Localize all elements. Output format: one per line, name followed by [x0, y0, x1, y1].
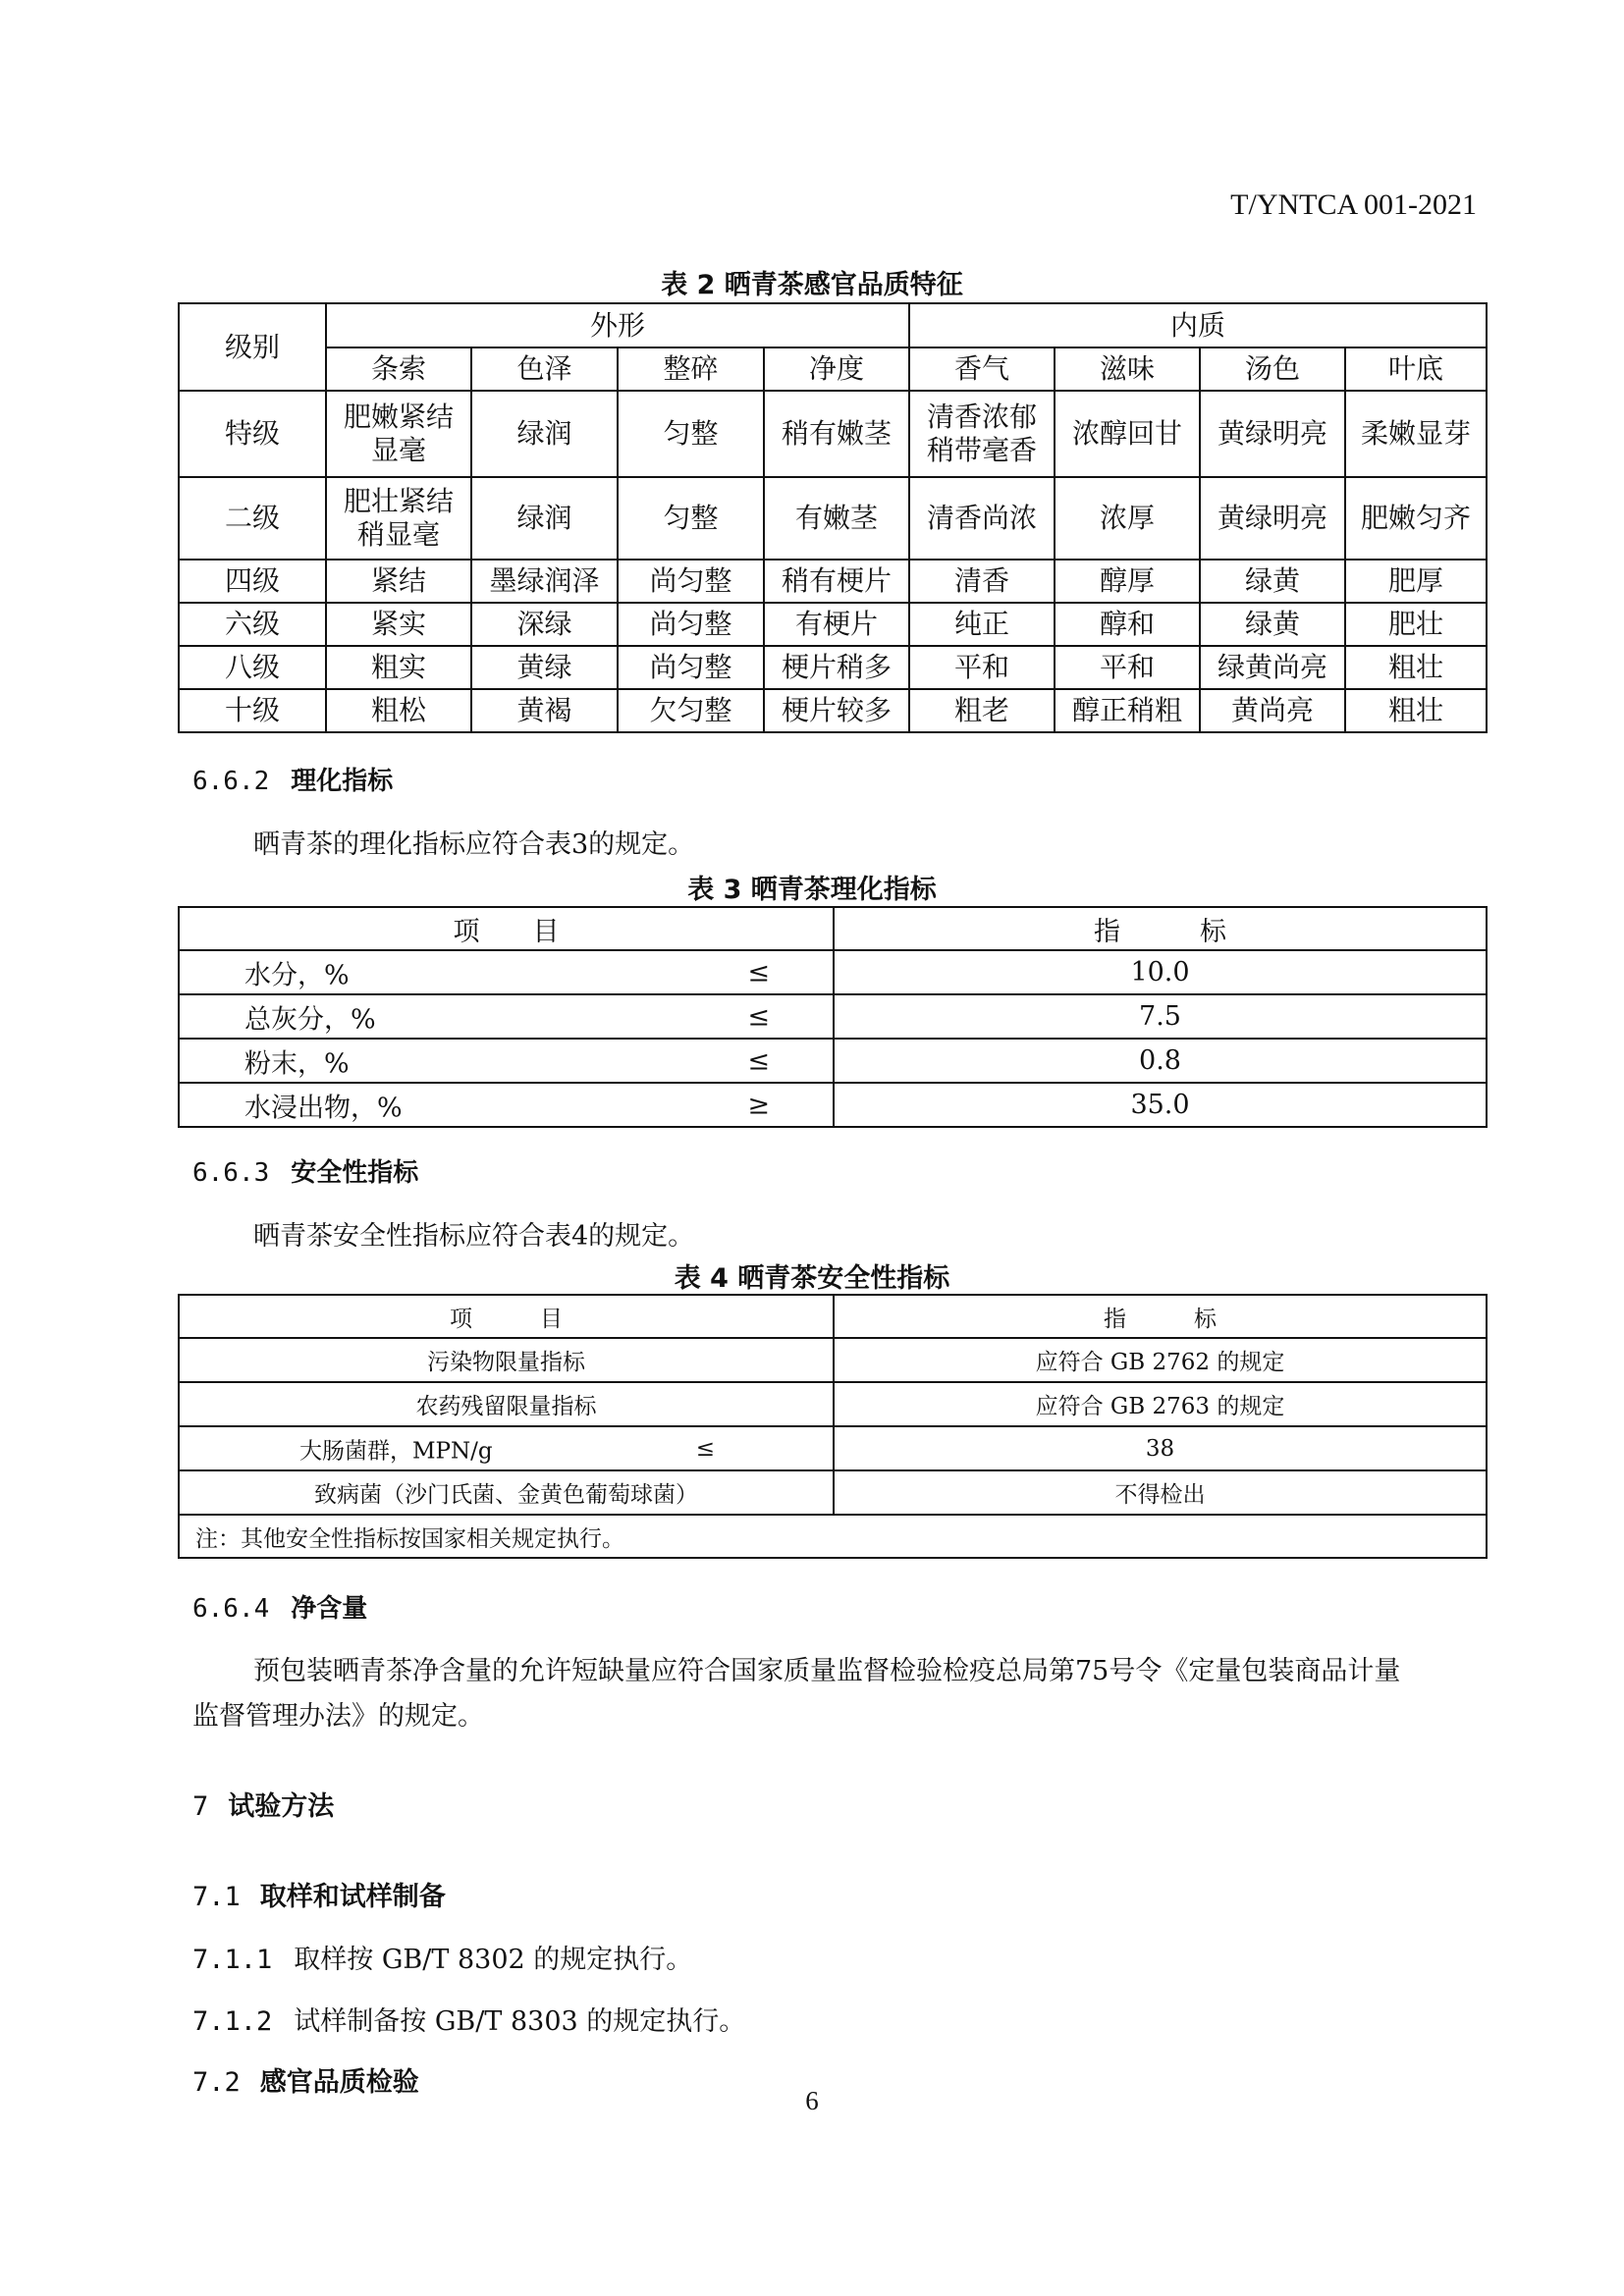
table-cell: 紧实 [326, 603, 471, 646]
item-name: 水浸出物，% [244, 1093, 403, 1123]
table4-header-index: 指 标 [834, 1295, 1487, 1338]
table3-header-item: 项 目 [179, 907, 834, 950]
section-7-1-2 [192, 2000, 745, 2038]
value-cell: 35.0 [834, 1083, 1487, 1127]
item-cell [179, 1426, 834, 1470]
grade-cell: 八级 [179, 646, 326, 689]
section-6-6-4-line2: 监督管理办法》的规定。 [192, 1701, 484, 1732]
section-7-1-1 [192, 1938, 692, 1976]
item-operator: ≤ [747, 957, 770, 988]
section-title: 感官品质检验 [259, 2067, 419, 2098]
table2-subheader: 滋味 [1055, 347, 1200, 391]
section-6-6-2-heading [192, 761, 393, 797]
section-number: 7.1 [192, 1882, 241, 1912]
page-number: 6 [805, 2086, 819, 2115]
section-text: 取样按 GB/T 8302 的规定执行。 [294, 1945, 693, 1975]
grade-cell: 二级 [179, 477, 326, 560]
table-cell: 欠匀整 [618, 689, 764, 732]
item-name: 水分，% [244, 960, 350, 990]
table2-subheader-row [179, 347, 1487, 391]
table-cell: 粗实 [326, 646, 471, 689]
item-cell: 农药残留限量指标 [179, 1382, 834, 1426]
section-number: 7.2 [192, 2067, 241, 2098]
table-row [179, 950, 1487, 994]
table-cell: 肥厚 [1345, 560, 1487, 603]
section-title: 取样和试样制备 [259, 1882, 446, 1912]
table-cell: 清香 [909, 560, 1055, 603]
table-cell: 肥嫩紧结 显毫 [326, 391, 471, 477]
section-number: 7.1.2 [192, 2006, 273, 2037]
table-cell: 绿黄 [1200, 603, 1345, 646]
item-cell [179, 950, 834, 994]
item-operator: ≤ [747, 1001, 770, 1032]
table4-header-item: 项 目 [179, 1295, 834, 1338]
table-cell: 粗松 [326, 689, 471, 732]
section-number: 7.1.1 [192, 1945, 273, 1975]
item-cell [179, 1083, 834, 1127]
document-code: T/YNTCA 001-2021 [1230, 188, 1477, 221]
section-6-6-3-heading [192, 1152, 418, 1189]
value-cell: 38 [834, 1426, 1487, 1470]
table-cell: 粗壮 [1345, 646, 1487, 689]
section-title: 理化指标 [291, 767, 394, 796]
item-cell: 污染物限量指标 [179, 1338, 834, 1382]
grade-cell: 四级 [179, 560, 326, 603]
section-title: 安全性指标 [291, 1158, 419, 1188]
section-title: 净含量 [291, 1594, 368, 1624]
section-6-6-3-text: 晒青茶安全性指标应符合表4的规定。 [253, 1221, 695, 1252]
table2-subheader: 净度 [764, 347, 909, 391]
table4-note: 注：其他安全性指标按国家相关规定执行。 [179, 1515, 1487, 1558]
section-6-6-4-line1: 预包装晒青茶净含量的允许短缺量应符合国家质量监督检验检疫总局第75号令《定量包装商品计量 [253, 1656, 1401, 1686]
section-6-6-4-heading [192, 1588, 367, 1625]
item-cell: 致病菌（沙门氏菌、金黄色葡萄球菌） [179, 1470, 834, 1515]
item-operator: ≤ [695, 1435, 715, 1462]
table-cell: 肥壮紧结 稍显毫 [326, 477, 471, 560]
table-cell: 清香浓郁 稍带毫香 [909, 391, 1055, 477]
table2-body [179, 391, 1487, 732]
table-cell: 稍有梗片 [764, 560, 909, 603]
table-cell: 梗片稍多 [764, 646, 909, 689]
table-cell: 黄褐 [471, 689, 618, 732]
table-cell: 深绿 [471, 603, 618, 646]
table-cell: 尚匀整 [618, 646, 764, 689]
grade-cell: 六级 [179, 603, 326, 646]
section-number: 6.6.2 [192, 767, 270, 796]
table-row [179, 1470, 1487, 1515]
table-cell: 粗老 [909, 689, 1055, 732]
table3-header-index: 指 标 [834, 907, 1487, 950]
item-operator: ≤ [747, 1045, 770, 1076]
table-cell: 稍有嫩茎 [764, 391, 909, 477]
table-cell: 绿黄尚亮 [1200, 646, 1345, 689]
table-cell: 匀整 [618, 391, 764, 477]
table2-subheader: 条索 [326, 347, 471, 391]
table-cell: 墨绿润泽 [471, 560, 618, 603]
table-cell: 肥壮 [1345, 603, 1487, 646]
item-cell [179, 994, 834, 1039]
table-row [179, 603, 1487, 646]
table2-subheader: 色泽 [471, 347, 618, 391]
table-row [179, 477, 1487, 560]
section-number: 6.6.3 [192, 1158, 270, 1188]
item-name: 粉末，% [244, 1048, 350, 1079]
table2-subheader: 整碎 [618, 347, 764, 391]
table-cell: 平和 [1055, 646, 1200, 689]
table3-physicochemical [178, 906, 1488, 1128]
grade-header: 级别 [179, 303, 326, 391]
table4-safety [178, 1294, 1488, 1559]
table-cell: 匀整 [618, 477, 764, 560]
item-operator: ≥ [747, 1090, 770, 1120]
item-name: 大肠菌群，MPN/g [299, 1438, 493, 1464]
table-cell: 柔嫩显芽 [1345, 391, 1487, 477]
table-cell: 绿润 [471, 477, 618, 560]
table3-body [179, 950, 1487, 1127]
section-6-6-2-text: 晒青茶的理化指标应符合表3的规定。 [253, 829, 695, 860]
table4-caption: 表 4 晒青茶安全性指标 [674, 1263, 950, 1294]
table-cell: 黄绿明亮 [1200, 391, 1345, 477]
value-cell: 0.8 [834, 1039, 1487, 1083]
item-cell [179, 1039, 834, 1083]
table-row [179, 689, 1487, 732]
table-row [179, 1338, 1487, 1382]
table-cell: 浓厚 [1055, 477, 1200, 560]
group-header-internal: 内质 [909, 303, 1487, 347]
table-cell: 尚匀整 [618, 560, 764, 603]
table-cell: 清香尚浓 [909, 477, 1055, 560]
section-number: 7 [192, 1791, 209, 1822]
table-cell: 绿润 [471, 391, 618, 477]
table2-sensory-quality [178, 302, 1488, 733]
table-cell: 醇和 [1055, 603, 1200, 646]
section-text: 试样制备按 GB/T 8303 的规定执行。 [294, 2006, 746, 2037]
table-row [179, 1382, 1487, 1426]
table-row [179, 1426, 1487, 1470]
table-row [179, 1039, 1487, 1083]
table-cell: 纯正 [909, 603, 1055, 646]
value-cell: 不得检出 [834, 1470, 1487, 1515]
table2-subheader: 香气 [909, 347, 1055, 391]
item-name: 总灰分，% [244, 1004, 376, 1035]
value-cell: 应符合 GB 2763 的规定 [834, 1382, 1487, 1426]
table-cell: 紧结 [326, 560, 471, 603]
table-cell: 粗壮 [1345, 689, 1487, 732]
table2-subheader: 叶底 [1345, 347, 1487, 391]
table-cell: 醇正稍粗 [1055, 689, 1200, 732]
value-cell: 10.0 [834, 950, 1487, 994]
table-cell: 浓醇回甘 [1055, 391, 1200, 477]
table-row [179, 560, 1487, 603]
table-cell: 黄尚亮 [1200, 689, 1345, 732]
table2-caption: 表 2 晒青茶感官品质特征 [661, 270, 963, 300]
table-cell: 有梗片 [764, 603, 909, 646]
table-cell: 尚匀整 [618, 603, 764, 646]
table-cell: 黄绿明亮 [1200, 477, 1345, 560]
table-row [179, 646, 1487, 689]
table2-subheader: 汤色 [1200, 347, 1345, 391]
section-number: 6.6.4 [192, 1594, 270, 1624]
table-cell: 黄绿 [471, 646, 618, 689]
table-cell: 肥嫩匀齐 [1345, 477, 1487, 560]
table3-caption: 表 3 晒青茶理化指标 [687, 875, 937, 905]
table-cell: 醇厚 [1055, 560, 1200, 603]
table-row [179, 994, 1487, 1039]
table4-body [179, 1338, 1487, 1515]
grade-cell: 特级 [179, 391, 326, 477]
table-cell: 绿黄 [1200, 560, 1345, 603]
value-cell: 应符合 GB 2762 的规定 [834, 1338, 1487, 1382]
section-title: 试验方法 [228, 1791, 335, 1822]
section-7-heading [192, 1785, 334, 1823]
group-header-appearance: 外形 [326, 303, 909, 347]
value-cell: 7.5 [834, 994, 1487, 1039]
table-row [179, 1083, 1487, 1127]
table-row [179, 391, 1487, 477]
table-cell: 平和 [909, 646, 1055, 689]
grade-cell: 十级 [179, 689, 326, 732]
table-cell: 有嫩茎 [764, 477, 909, 560]
table-cell: 梗片较多 [764, 689, 909, 732]
section-7-1-heading [192, 1875, 446, 1913]
